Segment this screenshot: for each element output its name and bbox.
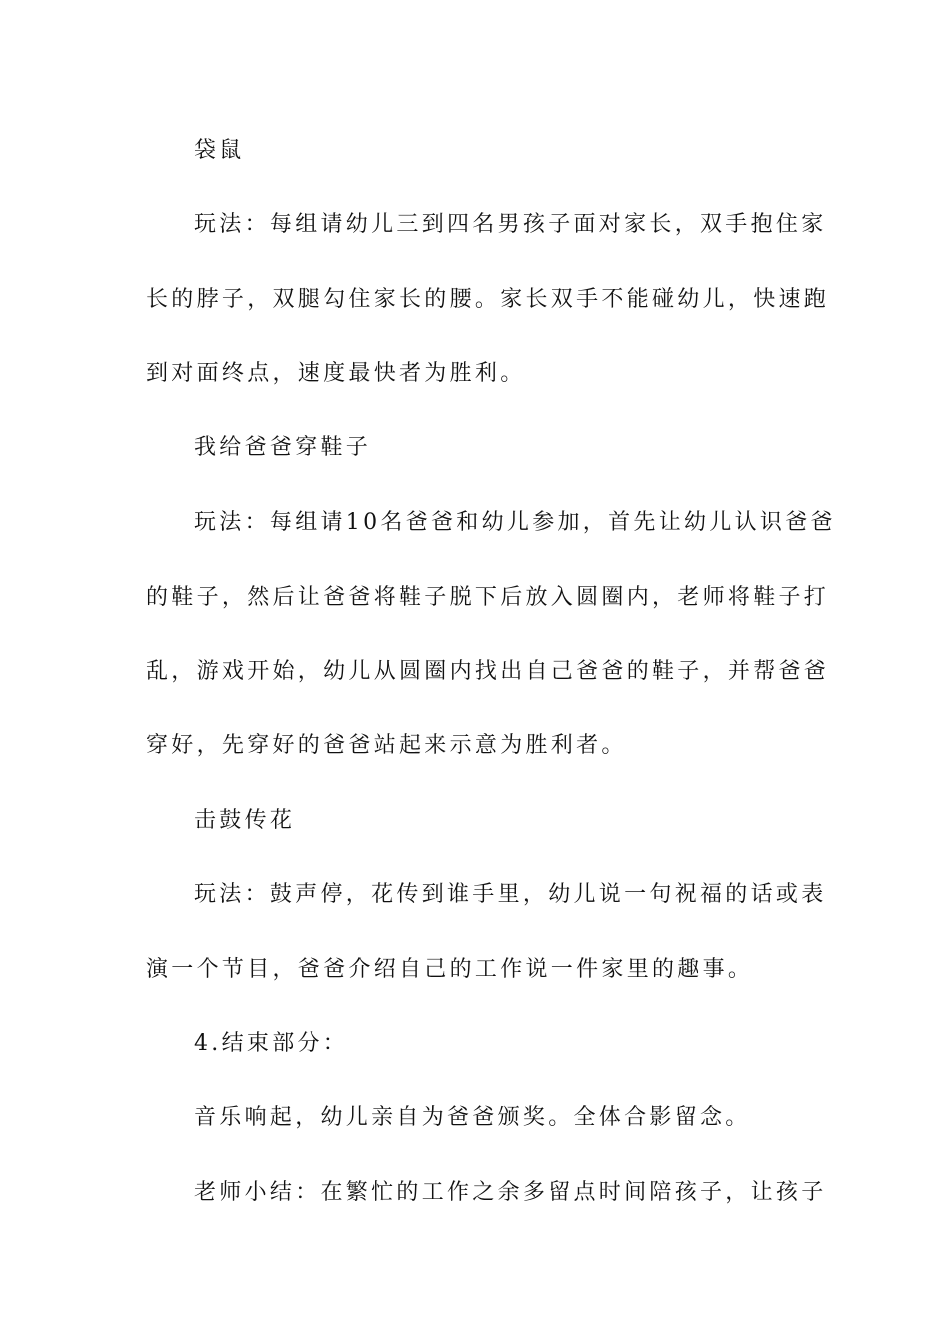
paragraph-line: 音乐响起，幼儿亲自为爸爸颁奖。全体合影留念。 (194, 1105, 751, 1130)
section-title-drum-flower: 击鼓传花 (194, 808, 296, 833)
paragraph-line: 玩法：每组请幼儿三到四名男孩子面对家长，双手抱住家 (194, 212, 827, 237)
paragraph-line: 老师小结：在繁忙的工作之余多留点时间陪孩子，让孩子 (194, 1180, 827, 1205)
paragraph-line: 演一个节目，爸爸介绍自己的工作说一件家里的趣事。 (146, 957, 754, 982)
paragraph-line: 的鞋子，然后让爸爸将鞋子脱下后放入圆圈内，老师将鞋子打 (146, 585, 830, 610)
section-title-kangaroo: 袋鼠 (194, 138, 245, 163)
section-title-shoes: 我给爸爸穿鞋子 (194, 435, 372, 460)
paragraph-line: 玩法：每组请10名爸爸和幼儿参加，首先让幼儿认识爸爸 (194, 510, 836, 535)
section-heading-ending: 4.结束部分： (194, 1031, 349, 1056)
paragraph-line: 穿好，先穿好的爸爸站起来示意为胜利者。 (146, 733, 627, 758)
paragraph-line: 到对面终点，速度最快者为胜利。 (146, 361, 526, 386)
paragraph-line: 玩法：鼓声停，花传到谁手里，幼儿说一句祝福的话或表 (194, 882, 827, 907)
paragraph-line: 乱，游戏开始，幼儿从圆圈内找出自己爸爸的鞋子，并帮爸爸 (146, 659, 830, 684)
paragraph-line: 长的脖子，双腿勾住家长的腰。家长双手不能碰幼儿，快速跑 (146, 287, 830, 312)
